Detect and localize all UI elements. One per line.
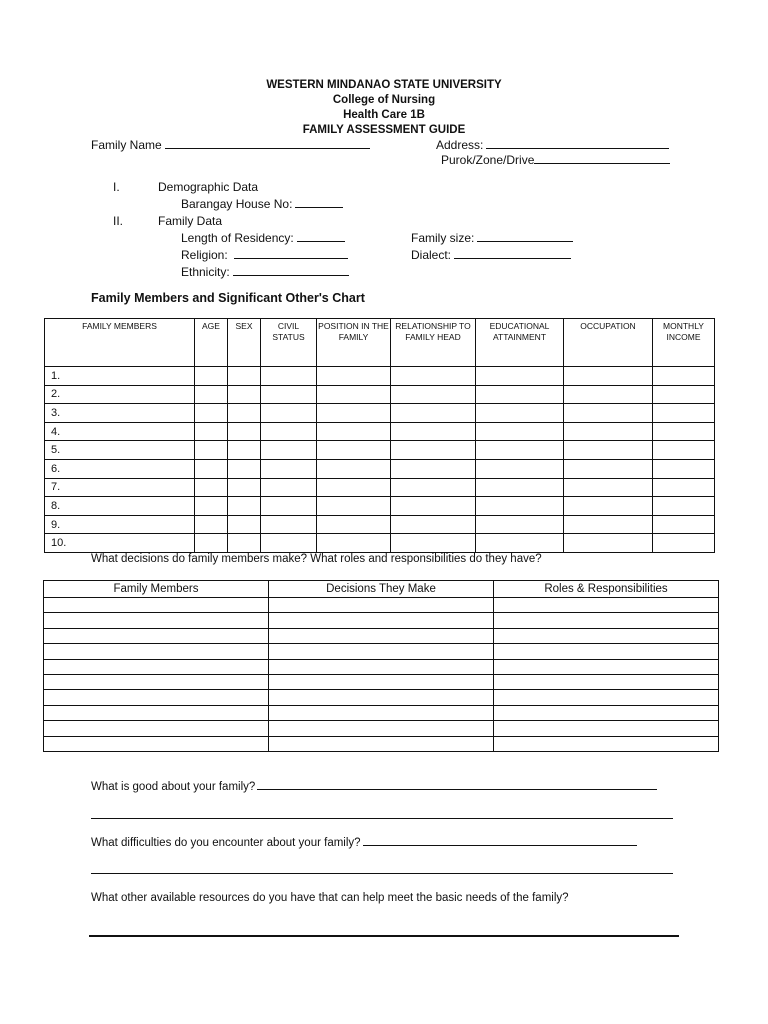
age-cell[interactable] xyxy=(195,441,228,460)
resources-answer-line[interactable] xyxy=(89,935,679,937)
roles-member-cell[interactable] xyxy=(44,644,269,659)
header-sex: SEX xyxy=(228,319,261,367)
table-row xyxy=(44,659,719,674)
occupation-cell[interactable] xyxy=(564,385,653,404)
position-cell[interactable] xyxy=(317,515,391,534)
roles-question: What decisions do family members make? What roles and responsibilities do they have? xyxy=(91,553,542,565)
roles-member-cell[interactable] xyxy=(44,736,269,751)
barangay-field[interactable] xyxy=(181,197,343,212)
members-chart-title: Family Members and Significant Other's Chart xyxy=(91,291,365,305)
ethnicity-label: Ethnicity: xyxy=(181,265,230,279)
good-question-label: What is good about your family? xyxy=(91,781,256,793)
difficulties-answer-line-2[interactable] xyxy=(91,873,673,874)
ethnicity-field[interactable] xyxy=(181,265,349,280)
member-name-cell[interactable]: 7. xyxy=(45,478,195,497)
occupation-cell[interactable] xyxy=(564,515,653,534)
table-row xyxy=(45,422,715,441)
education-cell[interactable] xyxy=(476,497,564,516)
member-name-cell[interactable]: 2. xyxy=(45,385,195,404)
income-cell[interactable] xyxy=(653,385,715,404)
responsibilities-cell[interactable] xyxy=(494,598,719,613)
responsibilities-cell[interactable] xyxy=(494,628,719,643)
header-civil-status: CIVIL STATUS xyxy=(261,319,317,367)
decisions-cell[interactable] xyxy=(269,644,494,659)
address-label: Address: xyxy=(436,138,484,152)
section-1-number: I. xyxy=(113,180,120,194)
roles-table-body xyxy=(44,598,719,752)
university-name: WESTERN MINDANAO STATE UNIVERSITY xyxy=(266,79,502,91)
header-occupation: OCCUPATION xyxy=(564,319,653,367)
decisions-cell[interactable] xyxy=(269,598,494,613)
occupation-cell[interactable] xyxy=(564,441,653,460)
sex-cell[interactable] xyxy=(228,404,261,423)
family-name-line[interactable] xyxy=(165,138,370,149)
occupation-cell[interactable] xyxy=(564,459,653,478)
good-answer-line-2[interactable] xyxy=(91,818,673,819)
income-cell[interactable] xyxy=(653,478,715,497)
residency-label: Length of Residency: xyxy=(181,231,294,245)
roles-member-cell[interactable] xyxy=(44,659,269,674)
relationship-cell[interactable] xyxy=(391,367,476,386)
civil-status-cell[interactable] xyxy=(261,478,317,497)
table-row xyxy=(44,674,719,689)
civil-status-cell[interactable] xyxy=(261,441,317,460)
roles-header-row xyxy=(44,581,719,598)
roles-member-cell[interactable] xyxy=(44,674,269,689)
header-monthly-income: MONTHLY INCOME xyxy=(653,319,715,367)
relationship-cell[interactable] xyxy=(391,422,476,441)
sex-cell[interactable] xyxy=(228,422,261,441)
roles-member-cell[interactable] xyxy=(44,613,269,628)
age-cell[interactable] xyxy=(195,459,228,478)
purok-line[interactable] xyxy=(534,153,670,164)
family-size-label: Family size: xyxy=(411,231,475,245)
sex-cell[interactable] xyxy=(228,497,261,516)
residency-line[interactable] xyxy=(297,231,345,242)
occupation-cell[interactable] xyxy=(564,367,653,386)
position-cell[interactable] xyxy=(317,478,391,497)
dialect-line[interactable] xyxy=(454,248,571,259)
position-cell[interactable] xyxy=(317,459,391,478)
position-cell[interactable] xyxy=(317,385,391,404)
roles-table xyxy=(43,580,719,752)
age-cell[interactable] xyxy=(195,404,228,423)
member-name-cell[interactable]: 4. xyxy=(45,422,195,441)
position-cell[interactable] xyxy=(317,422,391,441)
decisions-cell[interactable] xyxy=(269,721,494,736)
age-cell[interactable] xyxy=(195,534,228,553)
income-cell[interactable] xyxy=(653,497,715,516)
header-responsibilities: Roles & Responsibilities xyxy=(494,581,719,598)
occupation-cell[interactable] xyxy=(564,404,653,423)
civil-status-cell[interactable] xyxy=(261,367,317,386)
dialect-field[interactable] xyxy=(411,248,571,263)
family-name-label: Family Name xyxy=(91,138,162,152)
relationship-cell[interactable] xyxy=(391,385,476,404)
education-cell[interactable] xyxy=(476,534,564,553)
table-row xyxy=(44,721,719,736)
members-header-row xyxy=(45,319,715,367)
age-cell[interactable] xyxy=(195,385,228,404)
education-cell[interactable] xyxy=(476,459,564,478)
civil-status-cell[interactable] xyxy=(261,385,317,404)
position-cell[interactable] xyxy=(317,367,391,386)
address-line[interactable] xyxy=(486,138,669,149)
section-2-title: Family Data xyxy=(158,214,223,228)
table-row xyxy=(45,459,715,478)
decisions-cell[interactable] xyxy=(269,705,494,720)
income-cell[interactable] xyxy=(653,422,715,441)
good-answer-line[interactable] xyxy=(257,780,657,790)
table-row xyxy=(44,598,719,613)
decisions-cell[interactable] xyxy=(269,690,494,705)
header-education: EDUCATIONAL ATTAINMENT xyxy=(476,319,564,367)
age-cell[interactable] xyxy=(195,367,228,386)
table-row xyxy=(44,644,719,659)
age-cell[interactable] xyxy=(195,515,228,534)
roles-member-cell[interactable] xyxy=(44,598,269,613)
table-row xyxy=(44,628,719,643)
member-name-cell[interactable]: 8. xyxy=(45,497,195,516)
income-cell[interactable] xyxy=(653,367,715,386)
position-cell[interactable] xyxy=(317,497,391,516)
sex-cell[interactable] xyxy=(228,385,261,404)
relationship-cell[interactable] xyxy=(391,441,476,460)
sex-cell[interactable] xyxy=(228,441,261,460)
table-row xyxy=(45,515,715,534)
position-cell[interactable] xyxy=(317,441,391,460)
civil-status-cell[interactable] xyxy=(261,404,317,423)
barangay-line[interactable] xyxy=(295,197,343,208)
table-row xyxy=(44,613,719,628)
religion-line[interactable] xyxy=(234,248,348,259)
relationship-cell[interactable] xyxy=(391,404,476,423)
responsibilities-cell[interactable] xyxy=(494,644,719,659)
table-row xyxy=(44,736,719,751)
purok-label: Purok/Zone/Drive xyxy=(441,153,535,167)
relationship-cell[interactable] xyxy=(391,459,476,478)
table-row xyxy=(44,705,719,720)
purok-field[interactable] xyxy=(441,153,670,168)
responsibilities-cell[interactable] xyxy=(494,721,719,736)
responsibilities-cell[interactable] xyxy=(494,736,719,751)
barangay-label: Barangay House No: xyxy=(181,197,293,211)
member-name-cell[interactable]: 10. xyxy=(45,534,195,553)
civil-status-cell[interactable] xyxy=(261,497,317,516)
education-cell[interactable] xyxy=(476,441,564,460)
responsibilities-cell[interactable] xyxy=(494,705,719,720)
age-cell[interactable] xyxy=(195,478,228,497)
dialect-label: Dialect: xyxy=(411,248,452,262)
header-relationship: RELATIONSHIP TO FAMILY HEAD xyxy=(391,319,476,367)
occupation-cell[interactable] xyxy=(564,422,653,441)
table-row xyxy=(45,534,715,553)
occupation-cell[interactable] xyxy=(564,497,653,516)
income-cell[interactable] xyxy=(653,404,715,423)
table-row xyxy=(45,478,715,497)
civil-status-cell[interactable] xyxy=(261,422,317,441)
position-cell[interactable] xyxy=(317,404,391,423)
education-cell[interactable] xyxy=(476,404,564,423)
college-name: College of Nursing xyxy=(332,94,436,106)
decisions-cell[interactable] xyxy=(269,674,494,689)
sex-cell[interactable] xyxy=(228,459,261,478)
family-size-field[interactable] xyxy=(411,231,573,246)
position-cell[interactable] xyxy=(317,534,391,553)
sex-cell[interactable] xyxy=(228,478,261,497)
roles-member-cell[interactable] xyxy=(44,721,269,736)
member-name-cell[interactable]: 9. xyxy=(45,515,195,534)
education-cell[interactable] xyxy=(476,367,564,386)
table-row xyxy=(45,367,715,386)
relationship-cell[interactable] xyxy=(391,534,476,553)
relationship-cell[interactable] xyxy=(391,478,476,497)
member-name-cell[interactable]: 1. xyxy=(45,367,195,386)
sex-cell[interactable] xyxy=(228,515,261,534)
income-cell[interactable] xyxy=(653,459,715,478)
sex-cell[interactable] xyxy=(228,534,261,553)
table-row xyxy=(45,404,715,423)
section-1-title: Demographic Data xyxy=(158,180,259,194)
header-family-members: FAMILY MEMBERS xyxy=(45,319,195,367)
age-cell[interactable] xyxy=(195,422,228,441)
income-cell[interactable] xyxy=(653,534,715,553)
members-table-body xyxy=(45,367,715,553)
education-cell[interactable] xyxy=(476,385,564,404)
civil-status-cell[interactable] xyxy=(261,459,317,478)
responsibilities-cell[interactable] xyxy=(494,613,719,628)
form-title: FAMILY ASSESSMENT GUIDE xyxy=(302,124,466,136)
difficulties-answer-line[interactable] xyxy=(363,836,637,846)
difficulties-question[interactable] xyxy=(91,836,637,851)
responsibilities-cell[interactable] xyxy=(494,690,719,705)
roles-member-cell[interactable] xyxy=(44,628,269,643)
family-name-field[interactable] xyxy=(91,138,370,153)
header-decisions: Decisions They Make xyxy=(269,581,494,598)
civil-status-cell[interactable] xyxy=(261,534,317,553)
residency-field[interactable] xyxy=(181,231,345,246)
member-name-cell[interactable]: 3. xyxy=(45,404,195,423)
table-row xyxy=(44,690,719,705)
decisions-cell[interactable] xyxy=(269,613,494,628)
difficulties-question-label: What difficulties do you encounter about your family? xyxy=(91,837,361,849)
occupation-cell[interactable] xyxy=(564,534,653,553)
section-2-number: II. xyxy=(113,214,124,228)
decisions-cell[interactable] xyxy=(269,628,494,643)
good-question[interactable] xyxy=(91,780,657,795)
roles-member-cell[interactable] xyxy=(44,690,269,705)
responsibilities-cell[interactable] xyxy=(494,674,719,689)
relationship-cell[interactable] xyxy=(391,497,476,516)
civil-status-cell[interactable] xyxy=(261,515,317,534)
religion-field[interactable] xyxy=(181,248,348,263)
income-cell[interactable] xyxy=(653,441,715,460)
roles-member-cell[interactable] xyxy=(44,705,269,720)
sex-cell[interactable] xyxy=(228,367,261,386)
course-name: Health Care 1B xyxy=(343,109,425,121)
address-field[interactable] xyxy=(436,138,669,153)
family-size-line[interactable] xyxy=(477,231,573,242)
responsibilities-cell[interactable] xyxy=(494,659,719,674)
header-roles-family-members: Family Members xyxy=(44,581,269,598)
member-name-cell[interactable]: 5. xyxy=(45,441,195,460)
table-row xyxy=(45,497,715,516)
header-age: AGE xyxy=(195,319,228,367)
education-cell[interactable] xyxy=(476,515,564,534)
member-name-cell[interactable]: 6. xyxy=(45,459,195,478)
occupation-cell[interactable] xyxy=(564,478,653,497)
relationship-cell[interactable] xyxy=(391,515,476,534)
decisions-cell[interactable] xyxy=(269,659,494,674)
education-cell[interactable] xyxy=(476,422,564,441)
table-row xyxy=(45,441,715,460)
resources-question: What other available resources do you have that can help meet the basic needs of the family? xyxy=(91,892,569,904)
age-cell[interactable] xyxy=(195,497,228,516)
ethnicity-line[interactable] xyxy=(233,265,349,276)
decisions-cell[interactable] xyxy=(269,736,494,751)
education-cell[interactable] xyxy=(476,478,564,497)
income-cell[interactable] xyxy=(653,515,715,534)
religion-label: Religion: xyxy=(181,248,228,262)
header-position: POSITION IN THE FAMILY xyxy=(317,319,391,367)
table-row xyxy=(45,385,715,404)
family-members-table xyxy=(44,318,715,553)
